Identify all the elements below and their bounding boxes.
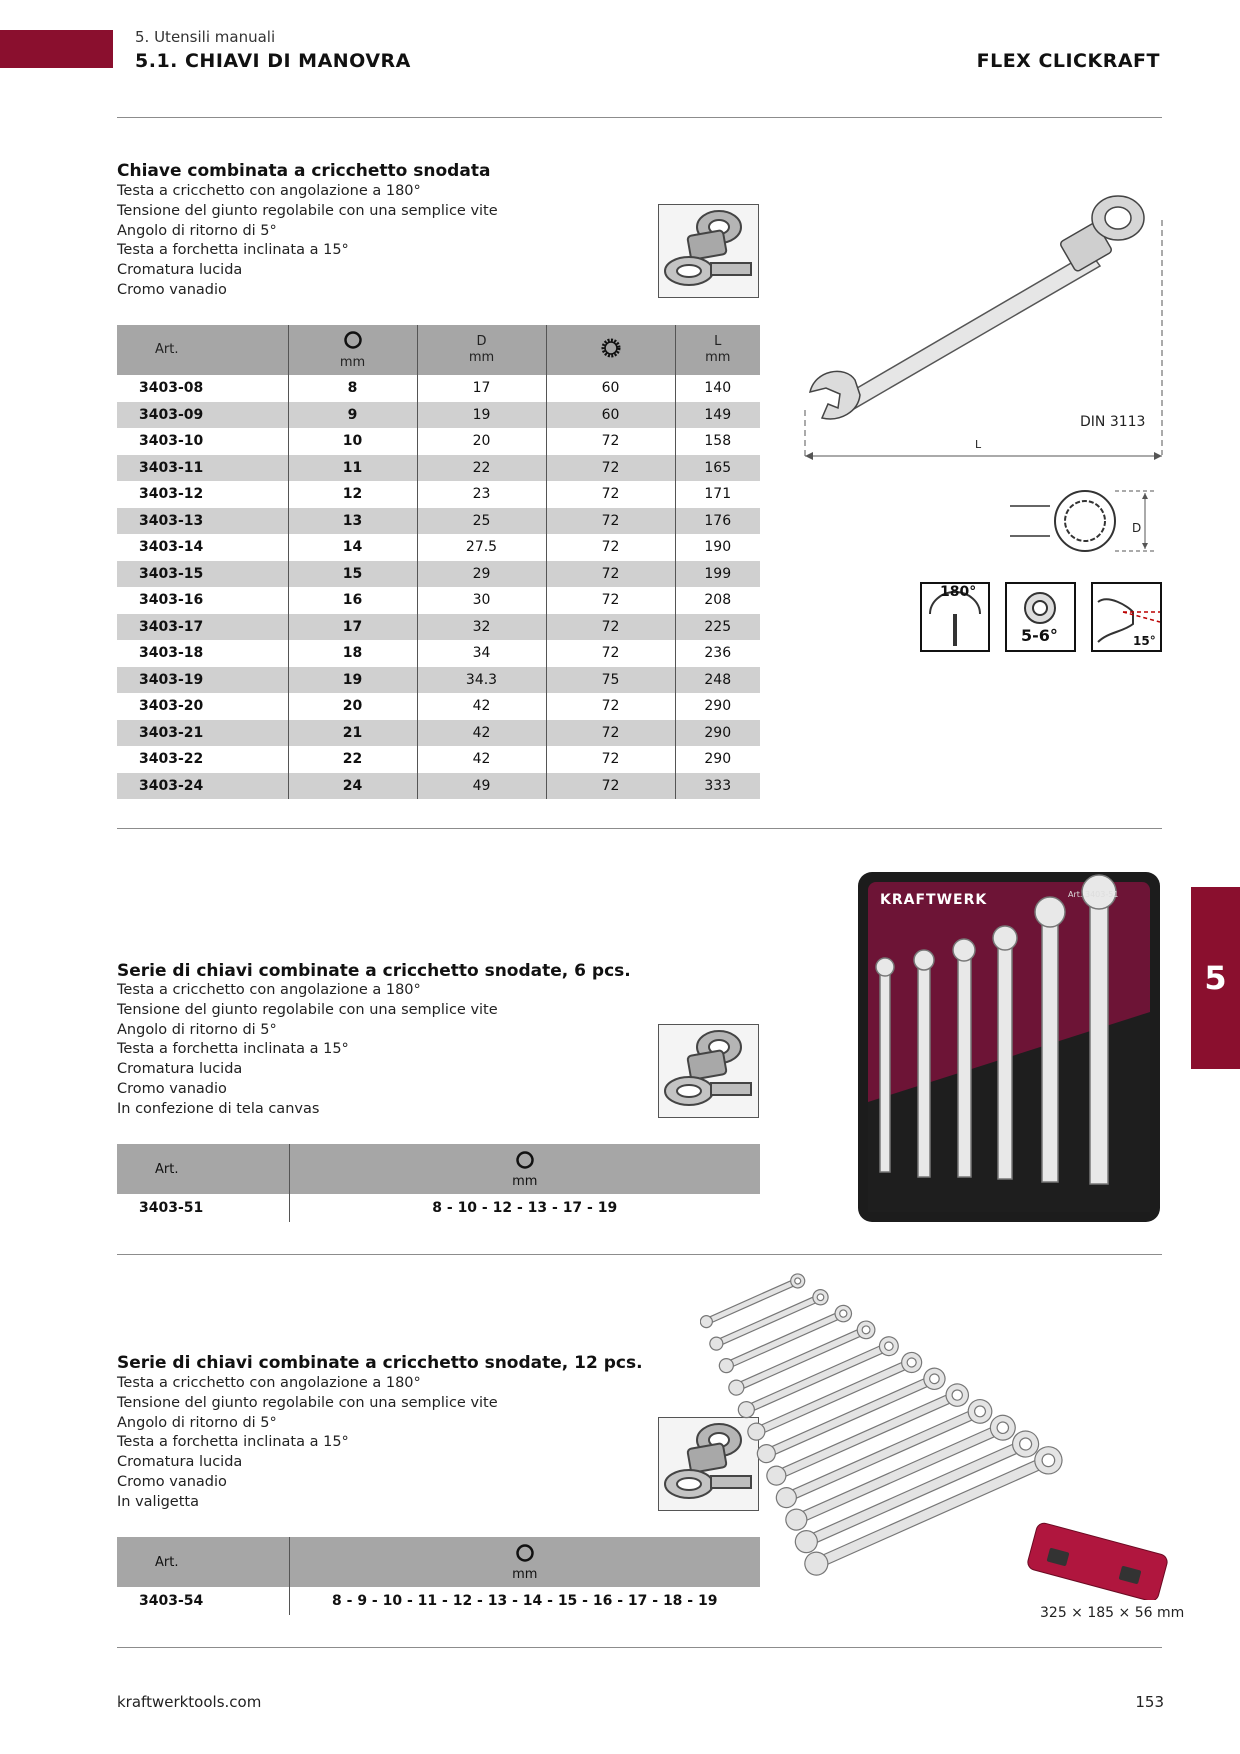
size-cell: 8 xyxy=(288,375,417,402)
table-row xyxy=(117,1587,760,1615)
diameter-cell: 42 xyxy=(417,693,546,720)
teeth-cell: 60 xyxy=(546,375,675,402)
length-cell: 208 xyxy=(675,587,760,614)
size-cell: 18 xyxy=(288,640,417,667)
length-cell: 199 xyxy=(675,561,760,588)
return-angle-label: 5-6° xyxy=(1021,626,1058,645)
feature-item: Angolo di ritorno di 5° xyxy=(117,1021,277,1038)
table-row xyxy=(117,481,760,508)
angle-180-label: 180° xyxy=(940,584,977,600)
set-sizes: 8 - 9 - 10 - 11 - 12 - 13 - 14 - 15 - 16 - 17 - 18 - 19 xyxy=(289,1587,760,1615)
table-row xyxy=(117,455,760,482)
size-cell: 16 xyxy=(288,587,417,614)
chapter-label: 5. Utensili manuali xyxy=(135,28,276,46)
set-sizes: 8 - 10 - 12 - 13 - 17 - 19 xyxy=(289,1194,760,1222)
col-header-l xyxy=(675,325,760,375)
col-header-teeth xyxy=(546,325,675,375)
teeth-cell: 72 xyxy=(546,640,675,667)
diameter-cell: 17 xyxy=(417,375,546,402)
ratchet-head-image xyxy=(659,1025,758,1117)
table-header-row xyxy=(117,325,760,375)
table-row xyxy=(117,534,760,561)
art-number: 3403-22 xyxy=(139,751,204,768)
table-row xyxy=(117,402,760,429)
teeth-cell: 72 xyxy=(546,746,675,773)
teeth-cell: 72 xyxy=(546,534,675,561)
size-cell: 17 xyxy=(288,614,417,641)
length-cell: 190 xyxy=(675,534,760,561)
diameter-cell: 34.3 xyxy=(417,667,546,694)
diameter-cell: 22 xyxy=(417,455,546,482)
divider xyxy=(117,1254,1162,1255)
size-cell: 11 xyxy=(288,455,417,482)
length-cell: 225 xyxy=(675,614,760,641)
chapter-side-tab[interactable]: 5 xyxy=(1191,887,1240,1069)
art-number: 3403-19 xyxy=(117,667,288,694)
feature-item: Tensione del giunto regolabile con una semplice vite xyxy=(117,1394,498,1411)
diameter-cell: 20 xyxy=(417,428,546,455)
diameter-cell: 49 xyxy=(417,773,546,800)
product-line-title: FLEX CLICKRAFT xyxy=(976,50,1160,72)
teeth-cell: 72 xyxy=(546,587,675,614)
length-cell: 236 xyxy=(675,640,760,667)
art-number: 3403-13 xyxy=(117,508,288,535)
diameter-cell: 29 xyxy=(417,561,546,588)
feature-item: Testa a forchetta inclinata a 15° xyxy=(117,1041,349,1058)
size-cell: 14 xyxy=(288,534,417,561)
length-cell: 290 xyxy=(675,720,760,747)
table-row xyxy=(117,720,760,747)
art-number: 3403-21 xyxy=(117,720,288,747)
table-row xyxy=(117,587,760,614)
teeth-cell: 72 xyxy=(546,481,675,508)
feature-item: Angolo di ritorno di 5° xyxy=(117,222,277,239)
art-number: 3403-18 xyxy=(139,645,204,662)
teeth-cell: 72 xyxy=(546,428,675,455)
table-row xyxy=(117,640,760,667)
product-title: Serie di chiavi combinate a cricchetto snodate, 12 pcs. xyxy=(117,1353,643,1373)
art-number: 3403-10 xyxy=(139,433,204,450)
art-number: 3403-16 xyxy=(139,592,204,609)
wrench-size-icon xyxy=(515,1543,535,1563)
pouch-artwork xyxy=(858,872,1160,1222)
feature-item: Cromatura lucida xyxy=(117,1061,243,1078)
size-unit: mm xyxy=(512,1173,538,1189)
length-cell: 140 xyxy=(675,375,760,402)
col-header-art: Art. xyxy=(117,1537,289,1587)
table-row xyxy=(117,428,760,455)
table-row xyxy=(117,561,760,588)
divider xyxy=(117,828,1162,829)
diameter-cell: 34 xyxy=(417,640,546,667)
feature-list xyxy=(117,981,498,1120)
length-cell: 149 xyxy=(675,402,760,429)
brand-color-bar xyxy=(0,30,113,68)
size-cell: 12 xyxy=(288,481,417,508)
table-row xyxy=(117,746,760,773)
feature-item: Testa a forchetta inclinata a 15° xyxy=(117,242,349,259)
product-title: Serie di chiavi combinate a cricchetto snodate, 6 pcs. xyxy=(117,961,631,981)
divider xyxy=(117,1647,1162,1648)
diameter-cell: 30 xyxy=(417,587,546,614)
teeth-cell: 72 xyxy=(546,508,675,535)
diameter-cell: 32 xyxy=(417,614,546,641)
fork-angle-label: 15° xyxy=(1133,634,1156,648)
d-label: D xyxy=(476,334,487,349)
diameter-label: D xyxy=(1132,521,1142,535)
ratchet-head-thumbnail xyxy=(658,204,759,298)
feature-item: Angolo di ritorno di 5° xyxy=(117,1414,277,1431)
l-unit: mm xyxy=(705,350,731,365)
length-cell: 158 xyxy=(675,428,760,455)
art-number: 3403-14 xyxy=(139,539,204,556)
gear-teeth-icon xyxy=(599,336,623,360)
feature-item: Tensione del giunto regolabile con una semplice vite xyxy=(117,1001,498,1018)
size-unit: mm xyxy=(512,1566,538,1582)
d-unit: mm xyxy=(468,350,495,365)
set-table xyxy=(117,1537,760,1615)
col-header-sizes xyxy=(289,1144,760,1194)
table-row xyxy=(117,375,760,402)
length-dimension xyxy=(800,438,1170,464)
wrench-set-image xyxy=(700,1270,1170,1600)
wrench-item xyxy=(763,1380,972,1489)
l-label: L xyxy=(714,334,722,349)
feature-list xyxy=(117,182,498,301)
col-header-size xyxy=(288,325,417,375)
divider xyxy=(117,117,1162,118)
table-header-row xyxy=(117,1144,760,1194)
feature-item: Testa a forchetta inclinata a 15° xyxy=(117,1434,349,1451)
art-number: 3403-15 xyxy=(117,561,288,588)
feature-icon-fork-angle xyxy=(1091,582,1162,652)
size-cell: 22 xyxy=(288,746,417,773)
wrench-item xyxy=(700,1272,807,1331)
art-number: 3403-09 xyxy=(117,402,288,429)
size-cell: 24 xyxy=(288,773,417,800)
feature-list xyxy=(117,1374,498,1513)
table-row xyxy=(117,667,760,694)
page-number: 153 xyxy=(1135,1693,1164,1711)
size-cell: 13 xyxy=(288,508,417,535)
size-cell: 9 xyxy=(288,402,417,429)
art-number: 3403-51 xyxy=(139,1200,204,1216)
length-cell: 165 xyxy=(675,455,760,482)
table-row xyxy=(117,614,760,641)
length-cell: 171 xyxy=(675,481,760,508)
case-dimensions: 325 × 185 × 56 mm xyxy=(1040,1605,1185,1621)
feature-icon-180 xyxy=(920,582,990,652)
wrench-size-icon xyxy=(343,330,363,350)
art-number: 3403-20 xyxy=(139,698,204,715)
feature-item: Cromo vanadio xyxy=(117,1473,227,1490)
table-row xyxy=(117,773,760,800)
wrench-size-icon xyxy=(515,1150,535,1170)
art-number: 3403-11 xyxy=(117,455,288,482)
feature-item: Testa a cricchetto con angolazione a 180° xyxy=(117,183,421,199)
canvas-pouch-image xyxy=(858,872,1160,1222)
length-cell: 248 xyxy=(675,667,760,694)
wrench-item xyxy=(791,1427,1043,1558)
size-cell: 19 xyxy=(288,667,417,694)
ratchet-head-thumbnail xyxy=(658,1024,759,1118)
size-cell: 15 xyxy=(288,561,417,588)
footer-website[interactable]: kraftwerktools.com xyxy=(117,1693,262,1711)
section-title: 5.1. CHIAVI DI MANOVRA xyxy=(135,50,411,72)
feature-item: Cromatura lucida xyxy=(117,262,243,279)
set-table xyxy=(117,1144,760,1222)
din-standard-label: DIN 3113 xyxy=(1080,414,1146,430)
length-cell: 176 xyxy=(675,508,760,535)
feature-icon-return-angle xyxy=(1005,582,1076,652)
ratchet-head-image xyxy=(659,205,758,297)
art-number: 3403-17 xyxy=(117,614,288,641)
art-number: 3403-54 xyxy=(139,1593,204,1609)
size-cell: 21 xyxy=(288,720,417,747)
art-number: 3403-08 xyxy=(139,380,204,397)
diameter-cell: 19 xyxy=(417,402,546,429)
teeth-cell: 72 xyxy=(546,720,675,747)
art-number: 3403-24 xyxy=(117,773,288,800)
diameter-cell: 27.5 xyxy=(417,534,546,561)
diameter-cell: 42 xyxy=(417,746,546,773)
teeth-cell: 72 xyxy=(546,773,675,800)
size-unit: mm xyxy=(339,354,366,370)
feature-item: In valigetta xyxy=(117,1493,199,1510)
feature-item: Tensione del giunto regolabile con una semplice vite xyxy=(117,202,498,219)
table-row xyxy=(117,1194,760,1222)
col-header-art: Art. xyxy=(117,325,288,375)
feature-item: In confezione di tela canvas xyxy=(117,1100,320,1117)
length-cell: 333 xyxy=(675,773,760,800)
feature-item: Cromo vanadio xyxy=(117,1080,227,1097)
table-row xyxy=(117,508,760,535)
diameter-cell: 23 xyxy=(417,481,546,508)
feature-item: Cromo vanadio xyxy=(117,281,227,298)
size-cell: 20 xyxy=(288,693,417,720)
pouch-art-label: Art. 3403-51 xyxy=(1068,890,1119,899)
spec-table xyxy=(117,325,760,799)
feature-item: Testa a cricchetto con angolazione a 180° xyxy=(117,982,421,998)
teeth-cell: 75 xyxy=(546,667,675,694)
length-cell: 290 xyxy=(675,693,760,720)
diameter-cell: 42 xyxy=(417,720,546,747)
table-row xyxy=(117,693,760,720)
col-header-sizes xyxy=(289,1537,760,1587)
col-header-d xyxy=(417,325,546,375)
teeth-cell: 72 xyxy=(546,561,675,588)
table-header-row xyxy=(117,1537,760,1587)
product-title: Chiave combinata a cricchetto snodata xyxy=(117,161,491,181)
diameter-cell: 25 xyxy=(417,508,546,535)
size-cell: 10 xyxy=(288,428,417,455)
teeth-cell: 60 xyxy=(546,402,675,429)
pouch-brand-logo: KRAFTWERK xyxy=(880,892,988,908)
length-cell: 290 xyxy=(675,746,760,773)
length-label: L xyxy=(975,438,982,451)
feature-item: Cromatura lucida xyxy=(117,1454,243,1471)
teeth-cell: 72 xyxy=(546,693,675,720)
teeth-cell: 72 xyxy=(546,455,675,482)
col-header-art: Art. xyxy=(117,1144,289,1194)
art-number: 3403-12 xyxy=(139,486,204,503)
teeth-cell: 72 xyxy=(546,614,675,641)
feature-item: Testa a cricchetto con angolazione a 180° xyxy=(117,1375,421,1391)
